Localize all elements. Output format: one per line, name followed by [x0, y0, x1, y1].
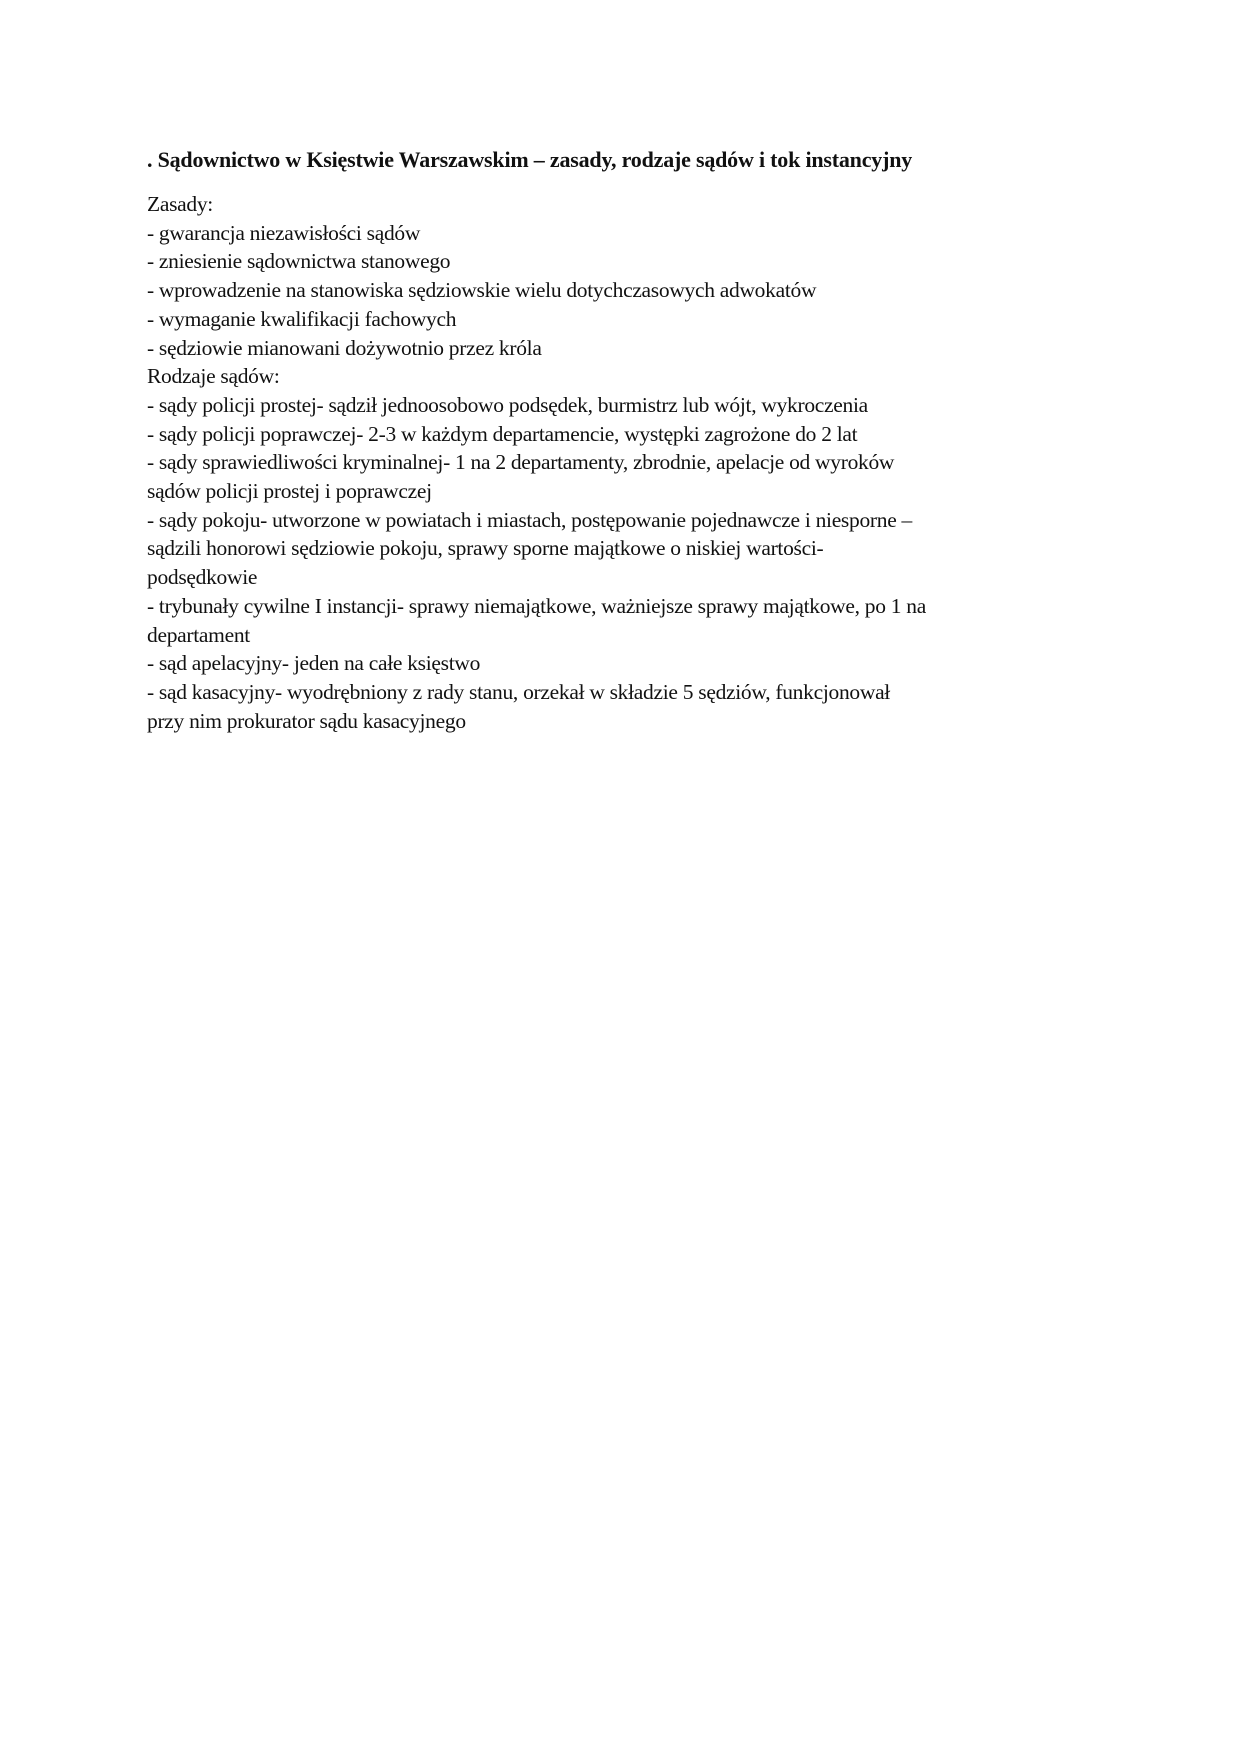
- list-item: - sąd kasacyjny- wyodrębniony z rady stanu, orzekał w składzie 5 sędziów, funkcjonował: [147, 679, 890, 704]
- list-item: - gwarancja niezawisłości sądów: [147, 220, 421, 245]
- list-item-continuation: podsędkowie: [147, 565, 258, 590]
- list-item-continuation: departament: [147, 622, 250, 647]
- section-heading-court-types: Rodzaje sądów:: [147, 364, 280, 389]
- list-item: - sądy sprawiedliwości kryminalnej- 1 na 2 departamenty, zbrodnie, apelacje od wyroków: [147, 450, 895, 475]
- list-item-continuation: sądów policji prostej i poprawczej: [147, 479, 432, 504]
- list-item: - sąd apelacyjny- jeden na całe księstwo: [147, 651, 481, 676]
- list-item-continuation: przy nim prokurator sądu kasacyjnego: [147, 708, 466, 733]
- section-heading-principles: Zasady:: [147, 192, 213, 216]
- document-body: [147, 146, 1107, 735]
- list-item: - zniesienie sądownictwa stanowego: [147, 249, 451, 274]
- list-item: - trybunały cywilne I instancji- sprawy niemajątkowe, ważniejsze sprawy majątkowe, po 1 na: [147, 593, 926, 618]
- list-item: - sądy policji prostej- sądził jednoosobowo podsędek, burmistrz lub wójt, wykroczenia: [147, 392, 868, 417]
- list-item: - wymaganie kwalifikacji fachowych: [147, 306, 457, 331]
- document-title: . Sądownictwo w Księstwie Warszawskim – zasady, rodzaje sądów i tok instancyjny: [147, 147, 913, 172]
- list-item: - sądy policji poprawczej- 2-3 w każdym departamencie, występki zagrożone do 2 lat: [147, 421, 858, 446]
- document-content: [147, 190, 1107, 735]
- list-item-continuation: sądzili honorowi sędziowie pokoju, sprawy sporne majątkowe o niskiej wartości-: [147, 536, 824, 561]
- list-item: - sądy pokoju- utworzone w powiatach i miastach, postępowanie pojednawcze i niesporne –: [147, 507, 912, 532]
- list-item: - wprowadzenie na stanowiska sędziowskie wielu dotychczasowych adwokatów: [147, 278, 817, 303]
- list-item: - sędziowie mianowani dożywotnio przez króla: [147, 335, 542, 360]
